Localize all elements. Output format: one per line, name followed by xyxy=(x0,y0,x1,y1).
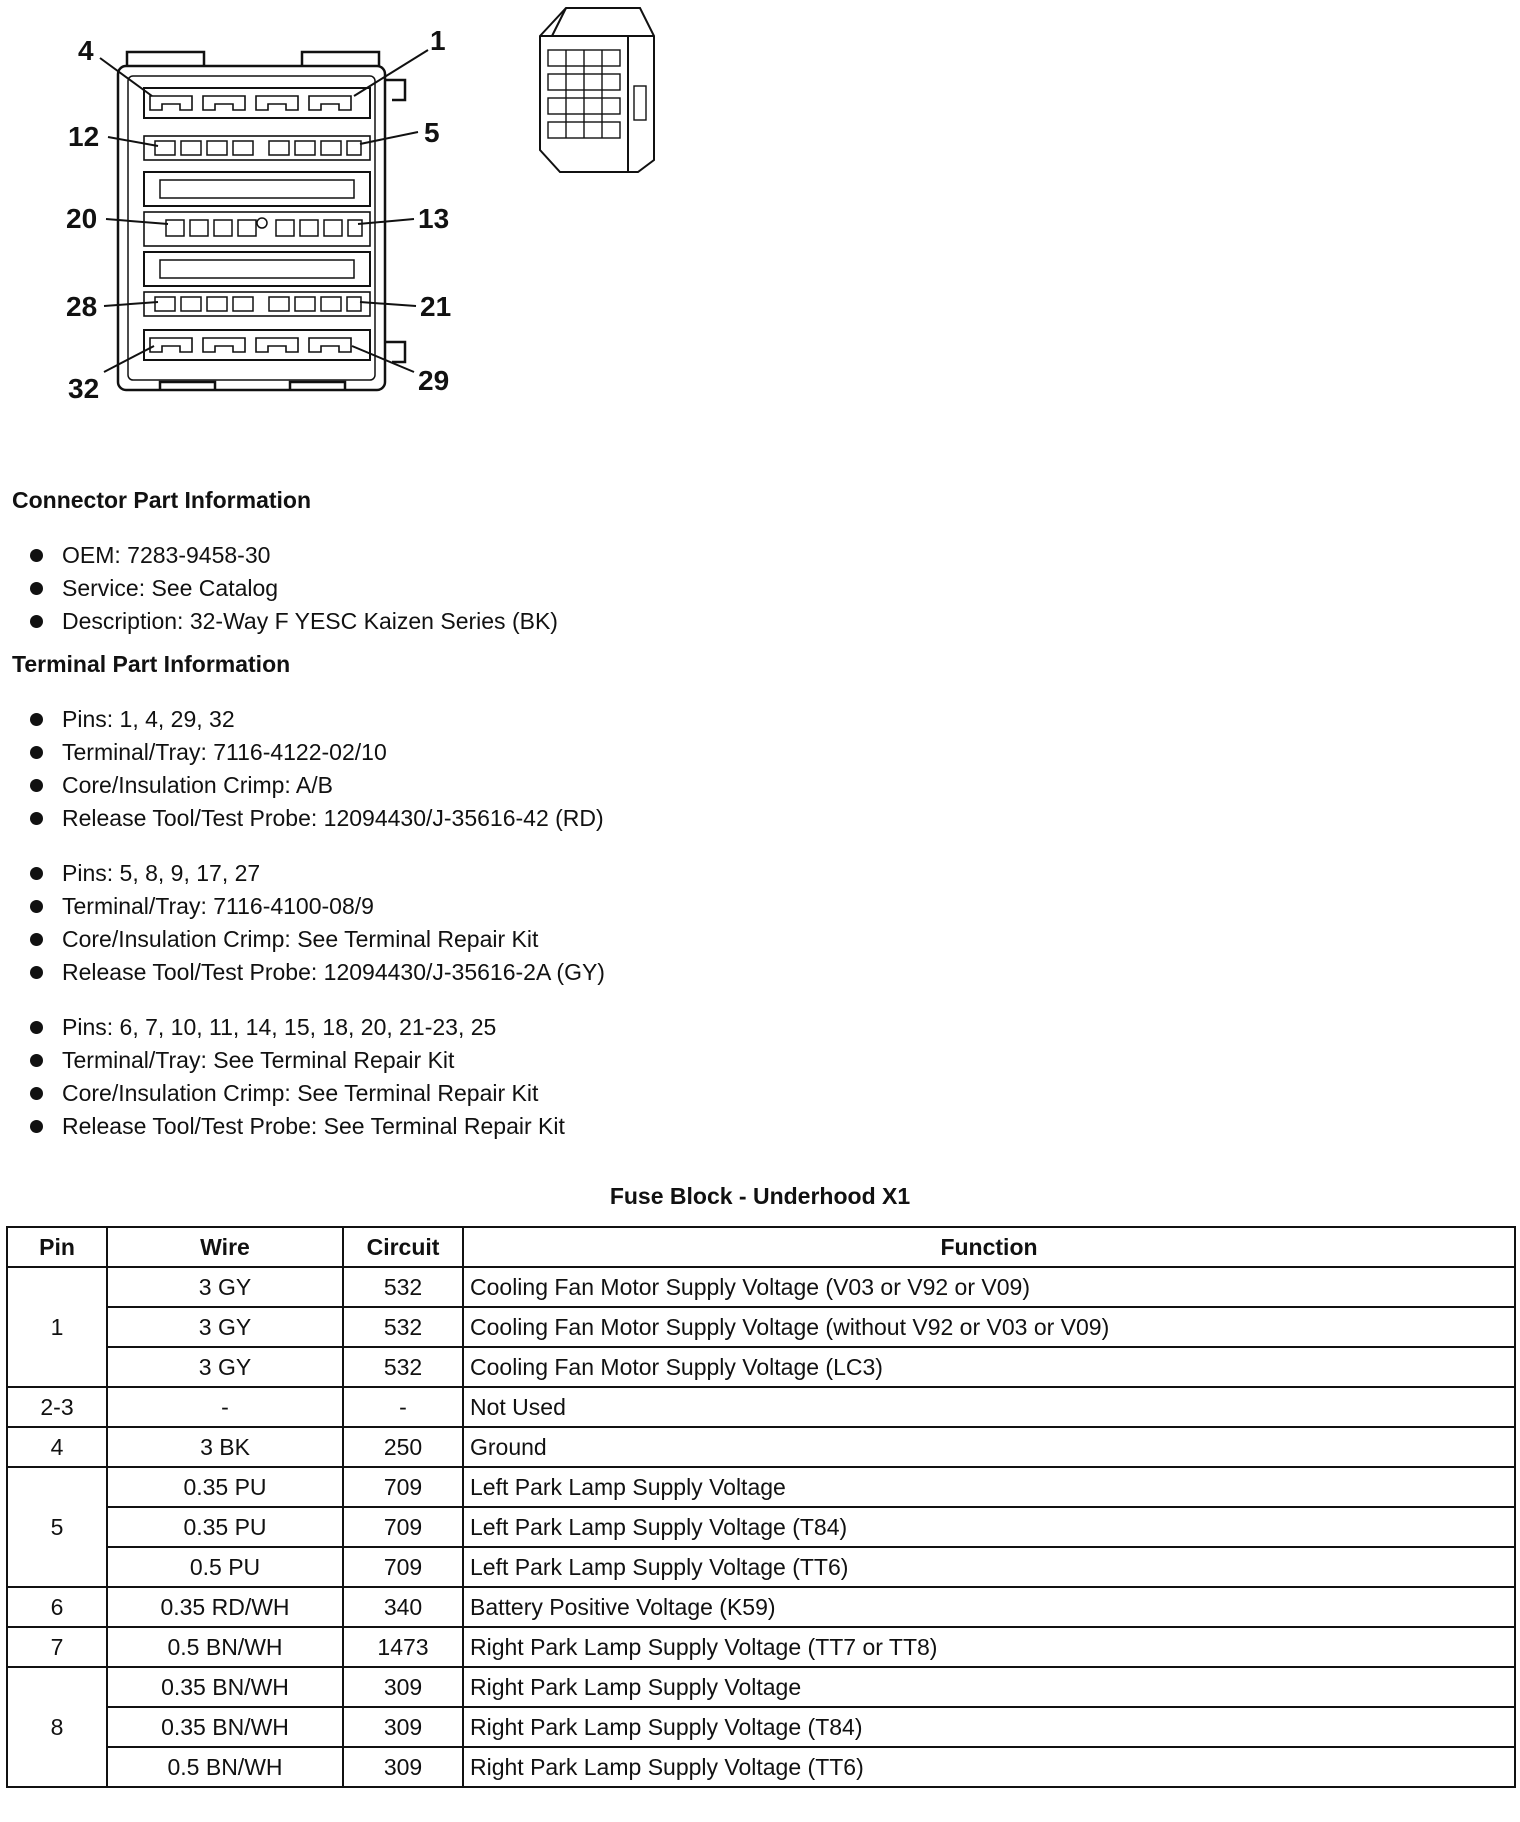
wire-cell: 0.5 BN/WH xyxy=(107,1747,343,1787)
circuit-cell: 532 xyxy=(343,1307,463,1347)
wire-cell: - xyxy=(107,1387,343,1427)
circuit-cell: 709 xyxy=(343,1507,463,1547)
function-cell: Left Park Lamp Supply Voltage (TT6) xyxy=(463,1547,1515,1587)
function-cell: Right Park Lamp Supply Voltage (T84) xyxy=(463,1707,1515,1747)
function-cell: Cooling Fan Motor Supply Voltage (LC3) xyxy=(463,1347,1515,1387)
circuit-cell: 709 xyxy=(343,1547,463,1587)
bullet-icon xyxy=(30,746,43,759)
bullet-icon xyxy=(30,615,43,628)
list-item: Pins: 5, 8, 9, 17, 27 xyxy=(26,857,605,890)
terminal-group-1 xyxy=(26,703,604,835)
wire-cell: 3 BK xyxy=(107,1427,343,1467)
wire-cell: 0.35 RD/WH xyxy=(107,1587,343,1627)
circuit-cell: 250 xyxy=(343,1427,463,1467)
pin-cell: 4 xyxy=(7,1427,107,1467)
list-item: Release Tool/Test Probe: 12094430/J-35616-2A (GY) xyxy=(26,956,605,989)
function-cell: Cooling Fan Motor Supply Voltage (V03 or V92 or V09) xyxy=(463,1267,1515,1307)
connector-part-info-list xyxy=(26,539,558,638)
function-cell: Cooling Fan Motor Supply Voltage (without V92 or V03 or V09) xyxy=(463,1307,1515,1347)
table-row xyxy=(7,1547,1515,1587)
wire-cell: 0.35 BN/WH xyxy=(107,1667,343,1707)
table-body xyxy=(7,1267,1515,1787)
bullet-icon xyxy=(30,1021,43,1034)
pin-cell: 1 xyxy=(7,1267,107,1387)
terminal-group-3 xyxy=(26,1011,565,1143)
bullet-icon xyxy=(30,549,43,562)
circuit-cell: 309 xyxy=(343,1707,463,1747)
list-item: Terminal/Tray: See Terminal Repair Kit xyxy=(26,1044,565,1077)
table-row xyxy=(7,1667,1515,1707)
circuit-cell: 532 xyxy=(343,1347,463,1387)
connector-isometric-view xyxy=(540,8,654,172)
circuit-cell: 1473 xyxy=(343,1627,463,1667)
terminal-part-info-heading: Terminal Part Information xyxy=(12,651,291,677)
list-item: Core/Insulation Crimp: See Terminal Repair Kit xyxy=(26,1077,565,1110)
bullet-icon xyxy=(30,1120,43,1133)
table-row xyxy=(7,1467,1515,1507)
function-cell: Battery Positive Voltage (K59) xyxy=(463,1587,1515,1627)
circuit-cell: - xyxy=(343,1387,463,1427)
connector-diagram xyxy=(0,0,700,410)
circuit-cell: 532 xyxy=(343,1267,463,1307)
list-item: Terminal/Tray: 7116-4100-08/9 xyxy=(26,890,605,923)
table-row xyxy=(7,1387,1515,1427)
table-row xyxy=(7,1507,1515,1547)
bullet-icon xyxy=(30,1087,43,1100)
callout-pin-5: 5 xyxy=(424,117,440,148)
callout-pin-28: 28 xyxy=(66,291,98,322)
table-header-row xyxy=(7,1227,1515,1267)
callout-pin-12: 12 xyxy=(68,121,100,152)
list-item: Release Tool/Test Probe: See Terminal Repair Kit xyxy=(26,1110,565,1143)
callout-pin-13: 13 xyxy=(418,203,450,234)
callout-pin-29: 29 xyxy=(418,365,450,396)
table-row xyxy=(7,1307,1515,1347)
bullet-icon xyxy=(30,900,43,913)
wire-cell: 3 GY xyxy=(107,1347,343,1387)
column-header-function: Function xyxy=(463,1227,1515,1267)
list-item: Core/Insulation Crimp: A/B xyxy=(26,769,604,802)
circuit-cell: 309 xyxy=(343,1667,463,1707)
function-cell: Right Park Lamp Supply Voltage xyxy=(463,1667,1515,1707)
column-header-wire: Wire xyxy=(107,1227,343,1267)
bullet-icon xyxy=(30,933,43,946)
wire-cell: 0.35 BN/WH xyxy=(107,1707,343,1747)
callout-pin-21: 21 xyxy=(420,291,452,322)
circuit-cell: 340 xyxy=(343,1587,463,1627)
wire-cell: 0.35 PU xyxy=(107,1507,343,1547)
table-row xyxy=(7,1347,1515,1387)
wire-cell: 3 GY xyxy=(107,1267,343,1307)
callout-pin-1: 1 xyxy=(430,25,446,56)
function-cell: Right Park Lamp Supply Voltage (TT7 or TT8) xyxy=(463,1627,1515,1667)
function-cell: Right Park Lamp Supply Voltage (TT6) xyxy=(463,1747,1515,1787)
list-item: OEM: 7283-9458-30 xyxy=(26,539,558,572)
list-item: Release Tool/Test Probe: 12094430/J-35616-42 (RD) xyxy=(26,802,604,835)
function-cell: Left Park Lamp Supply Voltage (T84) xyxy=(463,1507,1515,1547)
function-cell: Left Park Lamp Supply Voltage xyxy=(463,1467,1515,1507)
column-header-circuit: Circuit xyxy=(343,1227,463,1267)
column-header-pin: Pin xyxy=(7,1227,107,1267)
table-row xyxy=(7,1627,1515,1667)
terminal-group-2 xyxy=(26,857,605,989)
table-row xyxy=(7,1747,1515,1787)
circuit-cell: 709 xyxy=(343,1467,463,1507)
table-row xyxy=(7,1587,1515,1627)
table-row xyxy=(7,1427,1515,1467)
callout-pin-32: 32 xyxy=(68,373,100,404)
pin-cell: 7 xyxy=(7,1627,107,1667)
pin-cell: 8 xyxy=(7,1667,107,1787)
bullet-icon xyxy=(30,1054,43,1067)
pinout-table xyxy=(6,1226,1516,1788)
bullet-icon xyxy=(30,713,43,726)
circuit-cell: 309 xyxy=(343,1747,463,1787)
callout-pin-4: 4 xyxy=(78,35,94,66)
wire-cell: 3 GY xyxy=(107,1307,343,1347)
bullet-icon xyxy=(30,867,43,880)
callout-pin-20: 20 xyxy=(66,203,98,234)
function-cell: Ground xyxy=(463,1427,1515,1467)
wire-cell: 0.35 PU xyxy=(107,1467,343,1507)
list-item: Service: See Catalog xyxy=(26,572,558,605)
connector-part-info-heading: Connector Part Information xyxy=(12,487,312,513)
wire-cell: 0.5 BN/WH xyxy=(107,1627,343,1667)
bullet-icon xyxy=(30,582,43,595)
table-row xyxy=(7,1707,1515,1747)
list-item: Terminal/Tray: 7116-4122-02/10 xyxy=(26,736,604,769)
bullet-icon xyxy=(30,812,43,825)
bullet-icon xyxy=(30,779,43,792)
table-title: Fuse Block - Underhood X1 xyxy=(609,1183,911,1209)
list-item: Core/Insulation Crimp: See Terminal Repair Kit xyxy=(26,923,605,956)
pin-cell: 6 xyxy=(7,1587,107,1627)
function-cell: Not Used xyxy=(463,1387,1515,1427)
pin-cell: 2-3 xyxy=(7,1387,107,1427)
wire-cell: 0.5 PU xyxy=(107,1547,343,1587)
pin-cell: 5 xyxy=(7,1467,107,1587)
list-item: Pins: 6, 7, 10, 11, 14, 15, 18, 20, 21-23, 25 xyxy=(26,1011,565,1044)
list-item: Pins: 1, 4, 29, 32 xyxy=(26,703,604,736)
bullet-icon xyxy=(30,966,43,979)
connector-face xyxy=(100,50,428,390)
table-row xyxy=(7,1267,1515,1307)
list-item: Description: 32-Way F YESC Kaizen Series (BK) xyxy=(26,605,558,638)
